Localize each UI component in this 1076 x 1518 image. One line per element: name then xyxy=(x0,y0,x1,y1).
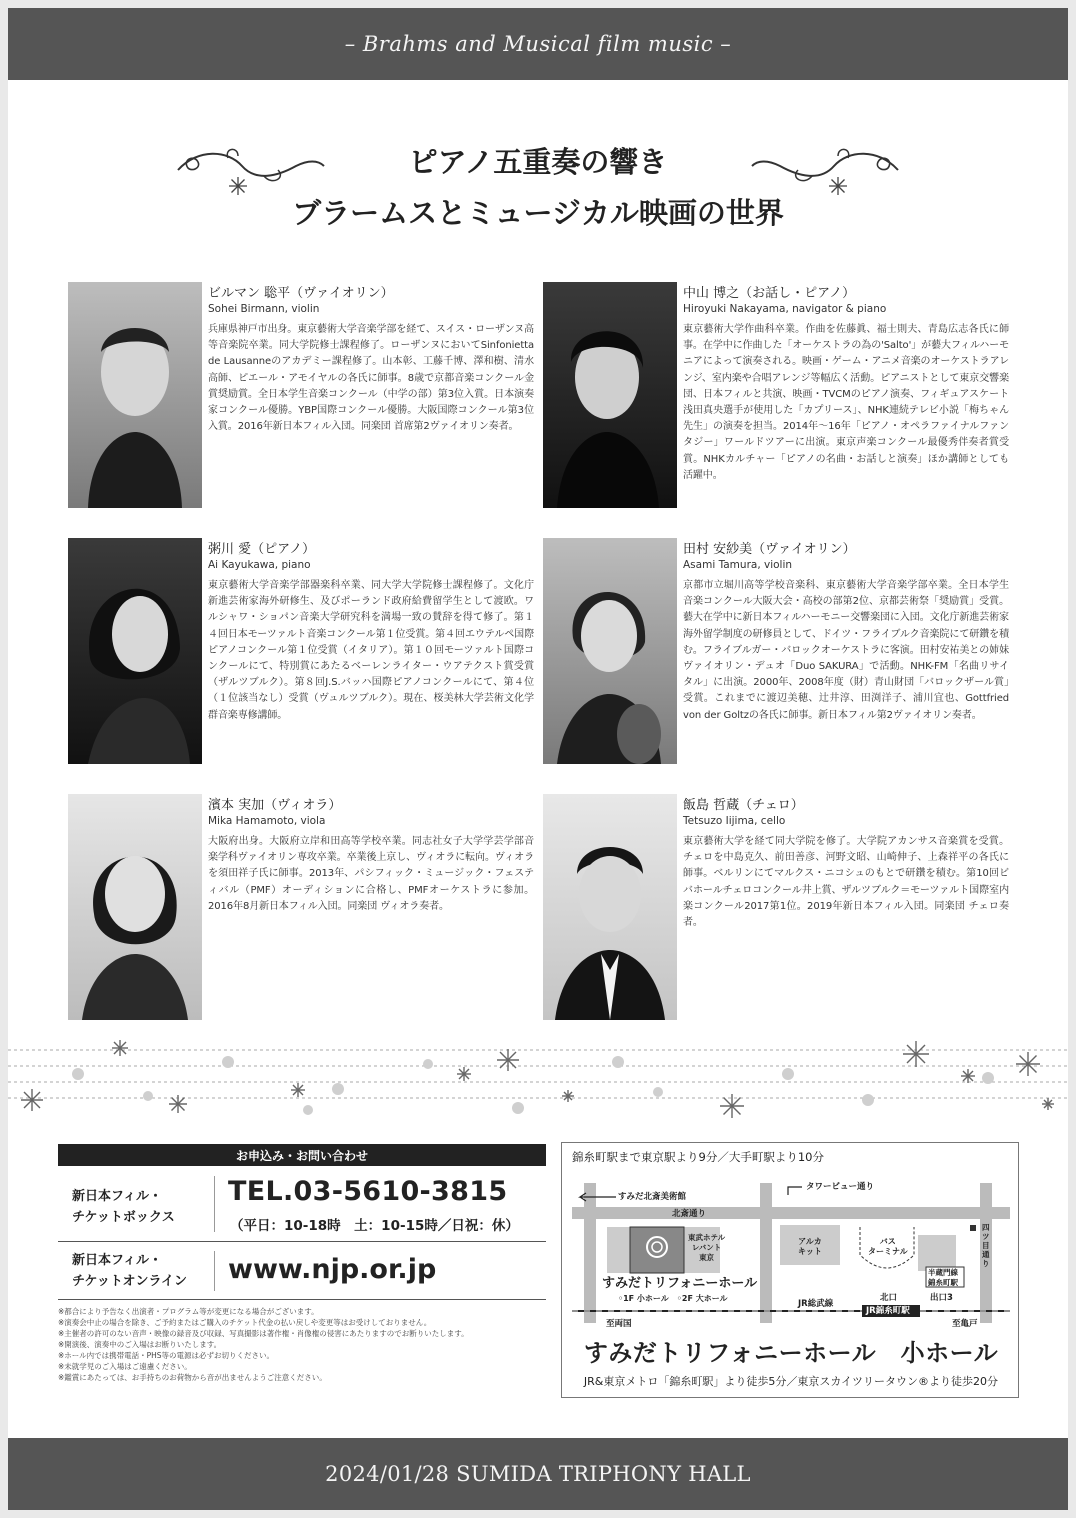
photo-birmann xyxy=(68,282,202,508)
map-label-alka: アルカ キット xyxy=(798,1237,822,1256)
divider xyxy=(214,1251,215,1291)
contact-header: お申込み・お問い合わせ xyxy=(58,1144,546,1166)
website-link[interactable]: www.njp.or.jp xyxy=(228,1254,437,1285)
banner-text: – Brahms and Musical film music – xyxy=(344,32,732,56)
note-item: ※未就学児のご入場はご遠慮ください。 xyxy=(58,1362,192,1371)
map-label-to-ryogoku: 至両国 xyxy=(606,1319,632,1329)
profile-iijima xyxy=(543,794,1023,1034)
map-label-hokusai-st: 北斎通り xyxy=(672,1209,707,1219)
notes-list xyxy=(58,1306,546,1383)
online-label: 新日本フィル・ チケットオンライン xyxy=(72,1253,188,1289)
profile-name: 粥川 愛（ピアノ） xyxy=(208,542,316,557)
profile-name-en: Tetsuzo Iijima, cello xyxy=(683,815,786,827)
photo-hamamoto xyxy=(68,794,202,1020)
access-directions: JR&東京メトロ「錦糸町駅」より徒歩5分／東京スカイツリータウン®より徒歩20分 xyxy=(583,1375,999,1388)
map-label-hotel: 東武ホテル レバント 東京 xyxy=(688,1233,726,1262)
contact-row-box-office xyxy=(58,1166,546,1242)
map-travel-time: 錦糸町駅まで東京駅より9分／大手町駅より10分 xyxy=(572,1150,824,1164)
office-hours: （平日：10-18時 土：10-15時／日祝：休） xyxy=(230,1218,519,1234)
snowflake-decoration-icon xyxy=(8,1034,1068,1124)
map-label-tower-view: タワービュー通り xyxy=(806,1182,875,1192)
box-office-label: 新日本フィル・ チケットボックス xyxy=(72,1189,175,1225)
profile-bio: 東京藝術大学を経て同大学院を修了。大学院アカンサス音楽賞を受賞。チェロを中島克久、前田善彦、河野文昭、山崎伸子、上森祥平の各氏に師事。ベルリンにてマルクス・ニコシュのもとで研鑽を積む。第10回ビバホールチェロコンクール井上賞、ザルツブルク＝モーツァルト国際室内楽コンクール2017第1位。2019年新日本フィル入団。同楽団 チェロ奏者。 xyxy=(683,836,1009,929)
top-banner xyxy=(8,8,1068,80)
profile-tamura xyxy=(543,538,1023,778)
note-item: ※都合により予告なく出演者・プログラム等が変更になる場合がございます。 xyxy=(58,1307,319,1316)
title-line-1: ピアノ五重奏の響き xyxy=(408,145,668,179)
profile-bio: 東京藝術大学音楽学部器楽科卒業、同大学大学院修士課程修了。文化庁新進芸術家海外研修生、及びポーランド政府給費留学生として渡欧。ワルシャワ・ショパン音楽大学研究科を満場一致の賛辞を得て修了。第１４回日本モーツァルト音楽コンクール第１位受賞。第４回エウテルペ国際ピアノコンクール第１位受賞（イタリア）。第１０回モーツァルト国際コンクールにて、特別賞にあたるベーレンライター・ウアテクスト賞受賞（ザルツブルク）。第８回J.S.バッハ国際ピアノコンクールにて、第４位（１位該当なし）受賞（ヴュルツブルク）。現在、桜美林大学芸術文化学群音楽専修講師。 xyxy=(208,580,534,721)
access-map xyxy=(561,1142,1019,1398)
photo-nakayama xyxy=(543,282,677,508)
profile-name-en: Mika Hamamoto, viola xyxy=(208,815,326,827)
map-label-jr-station: JR錦糸町駅 xyxy=(866,1306,910,1316)
hall-name: すみだトリフォニーホール 小ホール xyxy=(583,1339,999,1367)
profile-nakayama xyxy=(543,282,1023,522)
title-line-2: ブラームスとミュージカル映画の世界 xyxy=(292,196,784,230)
profile-name: 中山 博之（お話し・ピアノ） xyxy=(683,286,856,301)
profile-bio: 大阪府出身。大阪府立岸和田高等学校卒業。同志社女子大学学芸学部音楽学科ヴァイオリン専攻卒業。卒業後上京し、ヴィオラに転向。ヴィオラを須田祥子氏に師事。2013年、パシフィック・ミュージック・フェスティバル（PMF）オーディションに合格し、PMFオーケストラに参加。2016年8月新日本フィル入団。同楽団 ヴィオラ奏者。 xyxy=(208,836,534,912)
profile-name: 田村 安紗美（ヴァイオリン） xyxy=(683,542,856,557)
profile-name: 濱本 実加（ヴィオラ） xyxy=(208,798,342,813)
map-label-halls: ◦1F 小ホール ◦2F 大ホール xyxy=(618,1294,728,1303)
profile-name: ビルマン 聡平（ヴァイオリン） xyxy=(208,286,394,301)
contact-section xyxy=(58,1144,546,1383)
flyer-page xyxy=(8,8,1068,1510)
map-label-yotsume: 四ツ目通り xyxy=(982,1223,990,1268)
profile-bio: 兵庫県神戸市出身。東京藝術大学音楽学部を経て、スイス・ローザンヌ高等音楽院卒業。同大学院修士課程修了。ローザンヌにおいてSinfonietta de Lausanneのアカデミー課程修了。山本彰、工藤千博、澤和樹、清水高師、ピエール・アモイヤルの各氏に師事。8歳で京都音楽コンクール金賞奨励賞。全日本学生音楽コンクール（中学の部）第3位入賞。日本演奏家コンクール優勝。YBP国際コンクール優勝。大阪国際コンクール第3位入賞。2016年新日本フィル入団。同楽団 首席第2ヴァイオリン奏者。 xyxy=(208,324,534,433)
note-item: ※開演後、演奏中のご入場はお断りいたします。 xyxy=(58,1340,222,1349)
profile-name-en: Sohei Birmann, violin xyxy=(208,303,320,315)
profile-name-en: Hiroyuki Nakayama, navigator & piano xyxy=(683,303,887,315)
map-label-kitaguchi: 北口 xyxy=(880,1293,898,1303)
photo-tamura xyxy=(543,538,677,764)
event-date-venue: 2024/01/28 SUMIDA TRIPHONY HALL xyxy=(325,1462,751,1486)
note-item: ※演奏会中止の場合を除き、ご予約またはご購入のチケット代金の払い戻しや変更等はお受けしておりません。 xyxy=(58,1318,432,1327)
profile-name: 飯島 哲蔵（チェロ） xyxy=(683,798,804,813)
profile-bio: 京都市立堀川高等学校音楽科、東京藝術大学音楽学部卒業。全日本学生音楽コンクール大阪大会・高校の部第2位、京都芸術祭「奨励賞」受賞。藝大在学中に新日本フィルハーモニー交響楽団に入団。文化庁新進芸術家海外留学制度の研修員として、ドイツ・フライブルク音楽院にて研鑽を積む。フライブルガー・バロックオーケストラに客演。田村安祐美との姉妹ヴァイオリン・デュオ「Duo SAKURA」で活動。NHK-FM「名曲リサイタル」に出演。2000年、2008年度（財）青山財団「バロックザール賞」受賞。これまでに渡辺美穂、辻井淳、田渕洋子、浦川宜也、Gottfried von der Goltzの各氏に師事。新日本フィル第2ヴァイオリン奏者。 xyxy=(683,580,1009,721)
note-item: ※鑑賞にあたっては、お手持ちのお荷物から音が出ませんようご注意ください。 xyxy=(58,1373,327,1382)
profile-name-en: Ai Kayukawa, piano xyxy=(208,559,311,571)
map-label-jr-line: JR総武線 xyxy=(798,1299,834,1309)
tel-number[interactable]: TEL.03-5610-3815 xyxy=(228,1176,508,1207)
divider xyxy=(214,1176,215,1232)
title-block xyxy=(8,136,1068,236)
photo-kayukawa xyxy=(68,538,202,764)
note-item: ※ホール内では携帯電話・PHS等の電源は必ずお切りください。 xyxy=(58,1351,275,1360)
profile-bio: 東京藝術大学作曲科卒業。作曲を佐藤眞、福士則夫、青島広志各氏に師事。在学中に作曲した「オーケストラの為の'Salto'」が藝大フィルハーモニアによって演奏される。映画・ゲーム・アニメ音楽のオーケストラアレンジ、室内楽や合唱アレンジ等幅広く活動。ピアニストとして東京交響楽団、日本フィルと共演、映画・TVCMのピアノ演奏、フィギュアスケート浅田真央選手が使用した「カプリース」、NHK連続テレビ小説「梅ちゃん先生」の演奏を担当。2014年～16年「ピアノ・オペラファイナルファンタジー」ワールドツアーに出演。東京声楽コンクール最優秀伴奏者賞受賞。NHKカルチャー「ピアノの名曲・お話しと演奏」ほか講師としても活躍中。 xyxy=(683,324,1009,481)
profile-name-en: Asami Tamura, violin xyxy=(683,559,793,571)
profile-kayukawa xyxy=(68,538,548,778)
map-label-to-kameido: 至亀戸 xyxy=(952,1319,978,1329)
map-label-triphony: すみだトリフォニーホール xyxy=(602,1276,758,1291)
bottom-banner xyxy=(8,1438,1068,1510)
map-roads-icon xyxy=(562,1143,1019,1333)
contact-row-online xyxy=(58,1242,546,1300)
profile-hamamoto xyxy=(68,794,548,1034)
map-label-bus: バス ターミナル xyxy=(868,1237,908,1256)
note-item: ※主催者の許可のない音声・映像の録音及び収録、写真撮影は著作権・肖像権の侵害にあたりますのでお断りいたします。 xyxy=(58,1329,469,1338)
profile-birmann xyxy=(68,282,548,522)
map-label-museum: すみだ北斎美術館 xyxy=(618,1192,687,1202)
photo-iijima xyxy=(543,794,677,1020)
map-label-exit3: 出口3 xyxy=(930,1293,953,1303)
map-label-hanzomon: 半蔵門線 錦糸町駅 xyxy=(928,1268,958,1287)
